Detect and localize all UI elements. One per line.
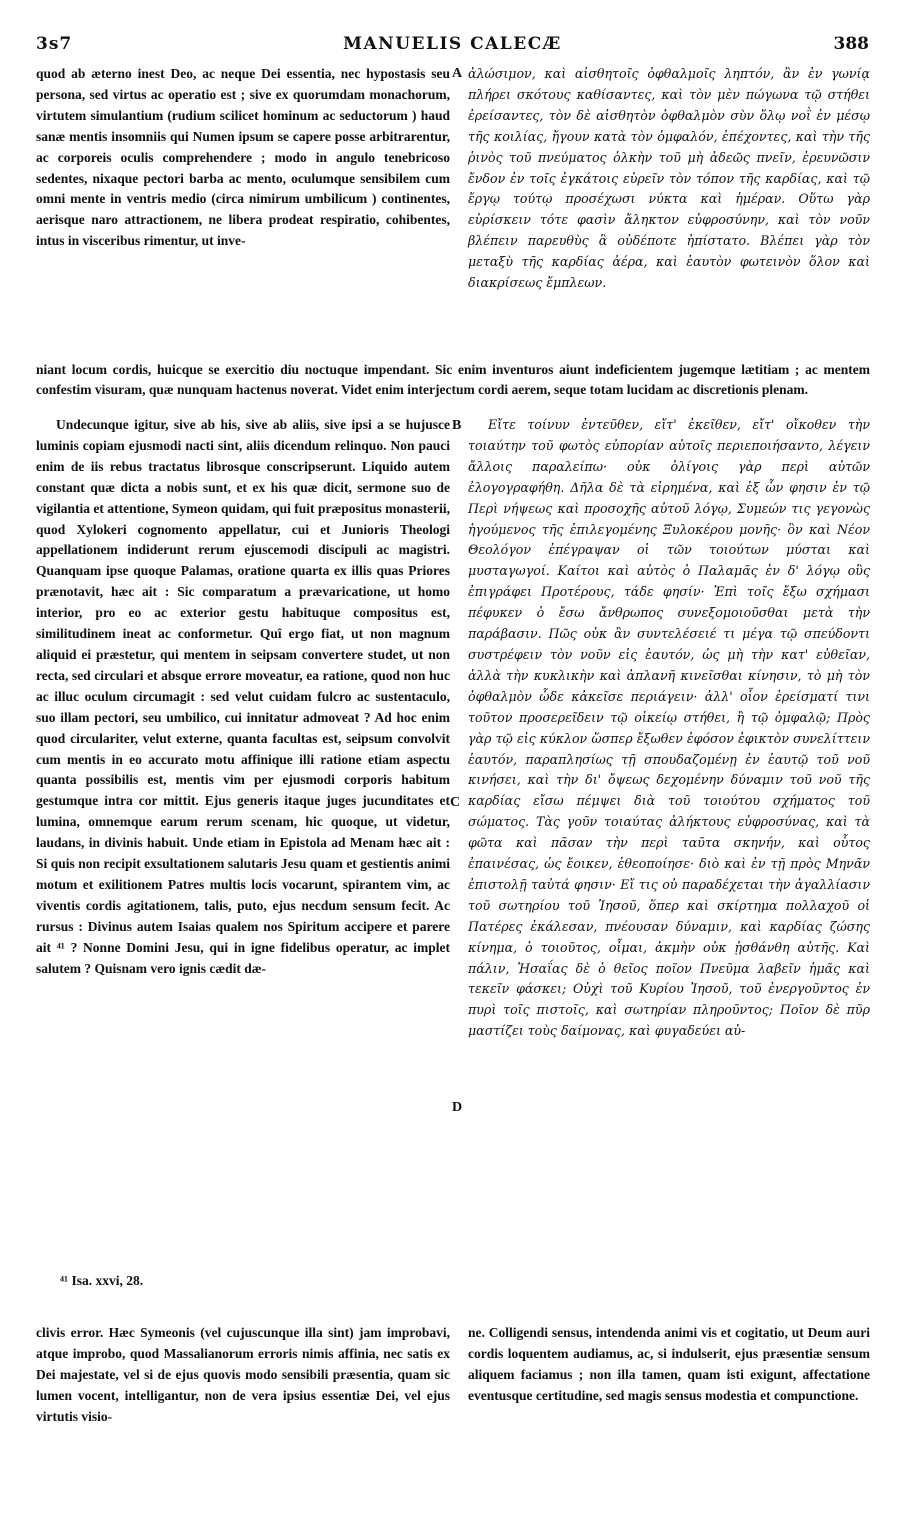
- margin-marker-d: D: [452, 1100, 463, 1115]
- latin-column-section-1: [36, 64, 450, 252]
- left-page-number: 3s7: [36, 34, 73, 54]
- latin-continuation: niant locum cordis, huicque se exercitio diu noctuque impendant. Sic enim inventuros aiunt indeficientem jugemque lætitiam ; ac mentem confestim visuram, quæ nunquam hactenus noverat. Videt enim interjectum cordi aerem, seque totam lucidam ac discretionis plenam.: [36, 361, 870, 398]
- footnote: ⁴¹ Isa. xxvi, 28.: [60, 1273, 144, 1288]
- full-width-line: [36, 346, 870, 415]
- greek-paragraph: Εἴτε τοίνυν ἐντεῦθεν, εἴτ' ἐκεῖθεν, εἴτ' οἴκοθεν τὴν τοιαύτην τοῦ φωτὸς εὐπορίαν αὐτοῖς περιεποιήσαντο, λέγειν ἄλλοις παραλείπω· οὐκ ὀλίγοις γὰρ περὶ αὐτῶν ἐλογογραφήθη. Δῆλα δὲ τὰ εἰρημένα, καὶ ἐξ ὧν φησιν ἐν τῷ Περὶ νήψεως καὶ προσοχῆς αὐτοῦ λόγῳ, Συμεών τις γεγονὼς ἡγούμενος τῆς ἐπιλεγομένης Ξυλοκέρου μονῆς· ὃν καὶ Νέον Θεολόγον ἐπέγραψαν οἱ τῶν τοιούτων μύσται καὶ μυσταγωγοί. Καίτοι καὶ αὐτὸς ὁ Παλαμᾶς ἐν δ' λόγῳ οὓς ἐπιγράφει Προτέρους, τάδε φησίν· Ἐπὶ τοῖς ἔξω σχήμασι πέφυκεν ὁ ἔσω ἄνθρωπος συνεξομοιοῦσθαι μετὰ τὴν παράβασιν. Πῶς οὐκ ἂν συντελέσειέ τι μέγα τῷ σπεύδοντι συστρέφειν τὸν νοῦν εἰς ἑαυτόν, ὡς μὴ τὴν κατ' εὐθεῖαν, ἀλλὰ τὴν κυκλικὴν καὶ ἀπλανῆ κινεῖσθαι κίνησιν, τὸ μὴ τὸν ὀφθαλμὸν ὧδε κἀκεῖσε περιάγειν· ἀλλ' οἷον ἐρείσματί τινι τοῦτον προσερεῖδειν τῷ οἰκείῳ στήθει, ἢ τῷ ὀμφαλῷ; Πρὸς γὰρ τῷ εἰς κύκλον ὥσπερ ἔξωθεν ἐφόσον ἐφικτὸν συνελίττειν ἑαυτόν, παραπλησίως τῇ σπουδαζομένῃ ἐν ἑαυτῷ τοῦ νοῦ κινήσει, καὶ τὴν δι' ὄψεως δεχομένην δύναμιν τοῦ νοῦ τῆς καρδίας εἴσω πέμψει διὰ τοῦ τοιούτου σχήματος τοῦ σώματος. Τὰς γοῦν τοιαύτας ἀλήκτους εὐφροσύνας, καὶ τὰ φῶτα καὶ πᾶσαν τὴν περὶ ταῦτα σκηνήν, καὶ οὗτος ἐπαινέσας, ὡς ἔοικεν, ἐθεοποίησε· διὸ καὶ ἐν τῇ πρὸς Μηνᾶν ἐπιστολῇ ταὐτά φησιν· Εἴ τις οὐ παραδέχεται τὴν ἀγαλλίασιν τοῦ σωτηρίου τοῦ Ἰησοῦ, ὅπερ καὶ σκίρτημα πολλαχοῦ οἱ Πατέρες ἐκάλεσαν, πνέουσαν δύναμιν, καὶ καρδίας ζώσης κίνημα, ὁ τοιοῦτος, οἶμαι, ἀκμὴν οὐκ ᾐσθάνθη αὐτῆς. Καὶ πάλιν, Ἡσαΐας δὲ ὁ θεῖος ποῖον Πνεῦμα λαβεῖν ἡμᾶς καὶ τεκεῖν φάσκει; Οὐχὶ τοῦ Κυρίου Ἰησοῦ, τοῦ ἐνεργοῦντος ἐν πυρὶ τοῖς πιστοῖς, καὶ σωτηρίαν πληροῦντος; Ποῖον δὲ πῦρ μαστίζει τοὺς δαίμονας, καὶ φυγαδεύει αὐ-: [468, 417, 870, 1039]
- right-page-number: 388: [833, 34, 869, 54]
- page-header: [36, 34, 869, 58]
- margin-marker-b: B: [452, 418, 462, 433]
- latin-paragraph: Undecunque igitur, sive ab his, sive ab aliis, sive ipsi a se hujusce luminis copiam ejusmodi nacti sint, aliis dicendum relinquo. Non pauci enim de iis rebus tractatus librosque conscripserunt. Liquido autem constant quæ dicta a nobis sunt, et ex his quæ dicit, sermone suo de vigilantia et attentione, Symeon quidam, qui fuit præpositus monasterii, quod Xylokeri cognomento appellatur, cui et Junioris Theologi appellationem indiderunt rerum ejuscemodi discipuli ac magistri. Quanquam ipse quoque Palamas, oratione quarta ex illis quas Priores prænotavit, hæc ait : Sic comparatum a prævaricatione, ut homo interior, pro eo ac exterior gestu habituque compositus est, similitudinem ineat ac conformetur. Quî ergo fiat, ut non magnum aliquid ei præstetur, qui mentem in seipsam convertere studet, ut non recta, sed circulari et absque errore moveatur, ea ratione, quod non huc ac illuc oculum circumagit : sed velut cuidam fulcro ac sustentaculo, suo illam pectori, seu umbilico, cui innitatur admoveat ? Ad hoc enim quod circulariter, velut externe, quanta facultas est, seipsum convolvit cum mentis in eo accurato motu affinique illi ratione etiam aspectu quanta possibilis est, mentis vim per ejusmodi corporis habitum gestumque intra cor mittit. Ejus generis itaque juges jucunditates et lumina, omnemque earum rerum scenam, hic quoque, ut videtur, laudans, in divinis habuit. Unde etiam in Epistola ad Menam hæc ait : Si quis non recipit exsultationem salutaris Jesu quam et gestientis animi motum et exilitionem Patres multis locis vocarunt, spirantem vim, ac viventis cordis agitationem, talis, puto, ejus necdum sensum fecit. Ac rursus : Divinus autem Isaias qualem nos Spiritum accipere et parere ait ⁴¹ ? Nonne Domini Jesu, qui in igne fidelibus operatur, ac implet salutem ? Quisnam vero ignis cædit dæ-: [36, 417, 450, 976]
- running-title: MANUELIS CALECÆ: [343, 34, 562, 54]
- latin-column-section-2: [36, 415, 450, 979]
- bottom-left-paragraph: clivis error. Hæc Symeonis (vel cujuscunque illa sint) jam improbavi, atque improbo, quod Massalianorum erroris nimis affinia, nec satis ex Dei majestate, vel si de ejus quovis modo sensibili præsentia, quam sic lumen vocent, intelligantur, non de vera ipsius essentiæ Dei, vel ejus virtutis visio-: [36, 1325, 450, 1424]
- bottom-right-paragraph: ne. Colligendi sensus, intendenda animi vis et cogitatio, ut Deum auri cordis loquentem audiamus, ac, si indulserit, ejus præsentiæ sensum aliquem faciamus ; non illa tamen, quam isti exigunt, affectatione eventusque certitudine, sed magis sensus modestia et compunctione.: [468, 1325, 870, 1403]
- greek-paragraph: ἀλώσιμον, καὶ αἰσθητοῖς ὀφθαλμοῖς ληπτόν, ἂν ἐν γωνίᾳ πλήρει σκότους καθίσαντες, καὶ τὸν μὲν πώγωνα τῷ στήθει ἐρείσαντες, τὸν δὲ αἰσθητὸν ὀφθαλμὸν σὺν ὅλῳ νοῒ ἐν μέσῳ τῆς κοιλίας, ἤγουν κατὰ τὸν ὀμφαλόν, ἐπέχοντες, καὶ τὴν τῆς ῥινὸς τοῦ πνεύματος ὁλκὴν τοῦ μὴ ἀδεῶς πνεῖν, ἐρευνῶσιν ἔνδον ἐν τοῖς ἐγκάτοις εὑρεῖν τὸν τόπον τῆς καρδίας, καὶ τῷ ἔργῳ τούτῳ προσέχωσι νύκτα καὶ ἡμέραν. Οὕτω γὰρ εὑρίσκειν τότε φασὶν ἄληκτον εὐφροσύνην, καὶ τὸν νοῦν βλέπειν παρευθὺς ἃ οὐδέποτε ἠπίστατο. Βλέπει γὰρ τὸν μεταξὺ τῆς καρδίας ἀέρα, καὶ ἑαυτὸν φωτεινὸν ὅλον καὶ διακρίσεως ἔμπλεων.: [468, 66, 870, 291]
- margin-marker-a: A: [452, 66, 463, 81]
- greek-column-section-1: [468, 64, 870, 294]
- bottom-right-column: [468, 1323, 870, 1407]
- greek-column-section-2: [468, 415, 870, 1042]
- margin-marker-c: C: [450, 795, 461, 810]
- latin-paragraph: quod ab æterno inest Deo, ac neque Dei essentia, nec hypostasis seu persona, sed virtus ac operatio est ; sive ex quorumdam monachorum, virtutem simulantium (rudium scilicet hominum ac seductorum ) haud sanæ mentis insomniis qui Numen ipsum se capere posse arbitrarentur, ac corporeis oculis comprehendere ; modo in angulo tenebricoso sedentes, nixaque pectori barba ac mento, oculumque sensibilem cum omni mente in ventris medio (circa nimirum umbilicum ) continentes, aerisque naro attractionem, ne libera prodeat respiratio, cohibentes, intus in visceribus rimentur, ut inve-: [36, 66, 450, 249]
- bottom-left-column: [36, 1323, 450, 1428]
